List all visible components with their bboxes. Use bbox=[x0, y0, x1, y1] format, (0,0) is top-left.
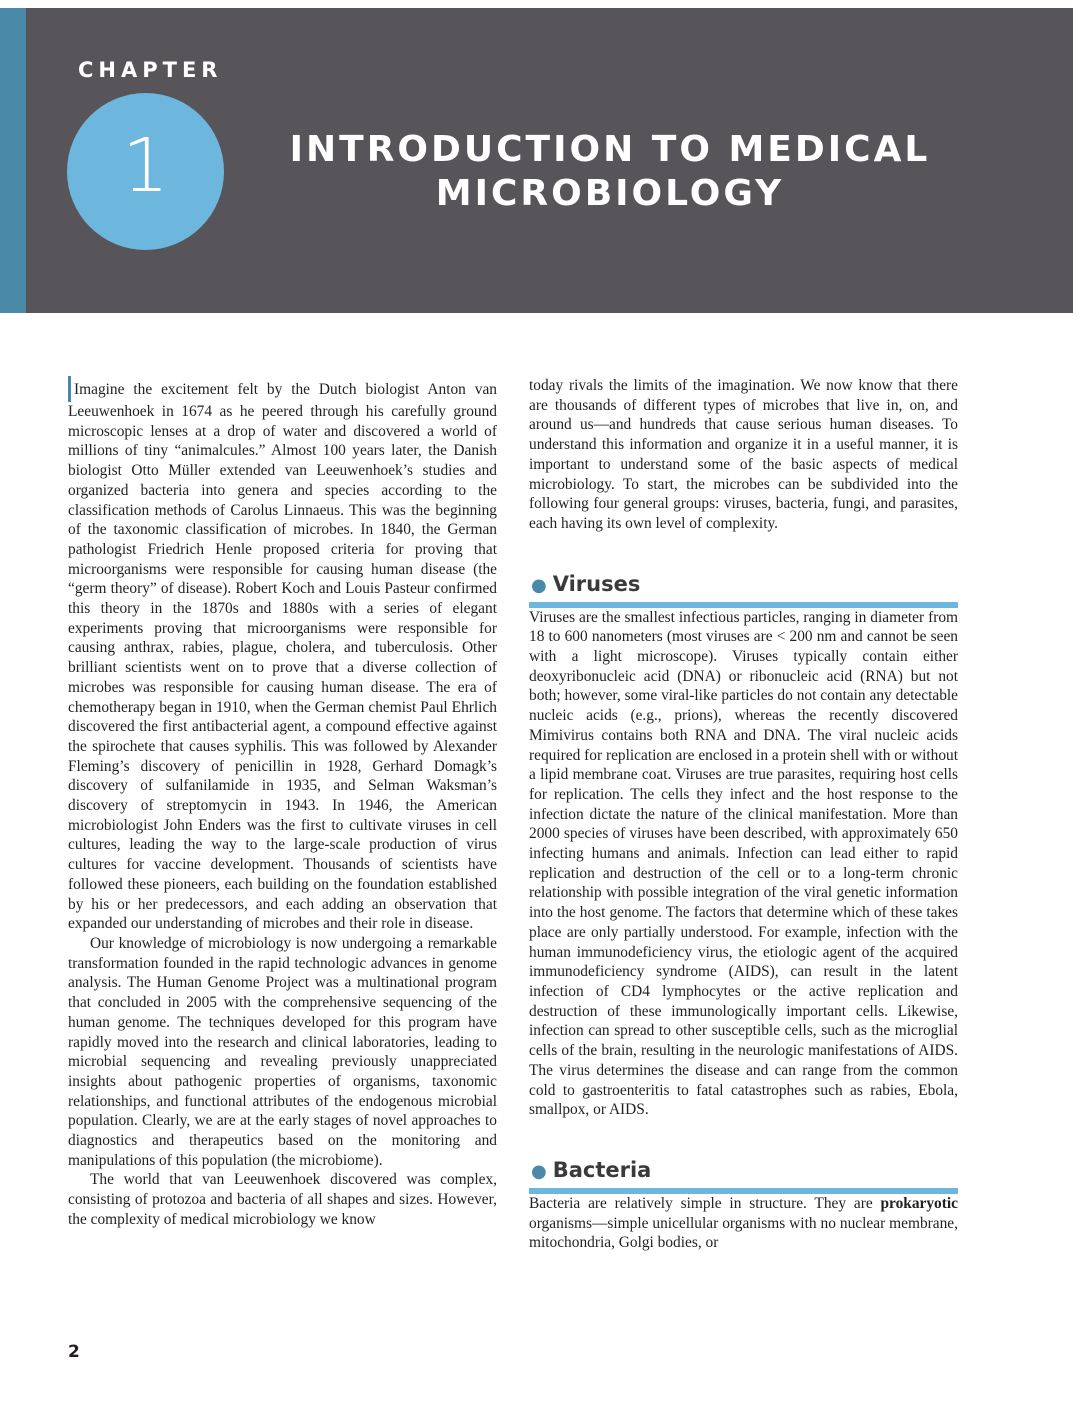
genome-paragraph: Our knowledge of microbiology is now undergoing a remarkable transformation founded in the rapid technologic advances in genome analysis. The Human Genome Project was a multinational program that concluded in 2005 with the comprehensive sequencing of the human genome. The techniques developed for this program have rapidly moved into the research and clinical laboratories, leading to microbial sequencing and revealing previously unappreciated insights about pathogenic properties of organisms, taxonomic relationships, and functional attributes of the endogenous microbial population. Clearly, we are at the early stages of novel approaches to diagnostics and therapeutics based on the monitoring and manipulations of this population (the microbiome). bbox=[68, 934, 497, 1169]
chapter-number: 1 bbox=[121, 123, 170, 209]
bacteria-paragraph bbox=[529, 1194, 958, 1253]
bacteria-text-start: Bacteria are relatively simple in structure. They are bbox=[529, 1194, 881, 1212]
chapter-title-line-1: INTRODUCTION TO MEDICAL bbox=[289, 129, 931, 170]
viruses-paragraph: Viruses are the smallest infectious particles, ranging in diameter from 18 to 600 nanometers (most viruses are < 200 nm and cannot be seen with a light microscope). Viruses typically contain either deoxyribonucleic acid (DNA) or ribonucleic acid (RNA) but not both; however, some viral-like particles do not contain any detectable nucleic acids (e.g., prions), whereas the recently discovered Mimivirus contains both RNA and DNA. The viral nucleic acids required for replication are enclosed in a protein shell with or without a lipid membrane coat. Viruses are true parasites, requiring host cells for replication. The cells they infect and the host response to the infection dictate the nature of the clinical manifestation. More than 2000 species of viruses have been described, with approximately 650 infecting humans and animals. Infection can lead either to rapid replication and destruction of the cell or to a long-term chronic relationship with possible integration of the viral genetic information into the host genome. The factors that determine which of these takes place are only partially understood. For example, infection with the human immunodeficiency virus, the etiologic agent of the acquired immunodeficiency syndrome (AIDS), can result in the latent infection of CD4 lymphocytes or the active replication and destruction of these immunologically important cells. Likewise, infection can spread to other susceptible cells, such as the microglial cells of the brain, resulting in the neurologic manifestations of AIDS. The virus determines the disease and can range from the common cold to gastroenteritis to fatal catastrophes such as rabies, Ebola, smallpox, or AIDS. bbox=[529, 608, 958, 1119]
chapter-title bbox=[260, 128, 960, 216]
bacteria-heading-text: Bacteria bbox=[552, 1157, 652, 1182]
bacteria-bold-term: prokaryotic bbox=[880, 1194, 958, 1212]
viruses-heading bbox=[529, 570, 958, 608]
chapter-title-line-2: MICROBIOLOGY bbox=[435, 173, 785, 214]
bacteria-text-end: organisms—simple unicellular organisms with no nuclear membrane, mitochondria, Golgi bodies, or bbox=[529, 1214, 958, 1252]
header-accent-stripe bbox=[0, 8, 26, 313]
complexity-paragraph: The world that van Leeuwenhoek discovered was complex, consisting of protozoa and bacteria of all shapes and sizes. However, the complexity of medical microbiology we know bbox=[68, 1171, 497, 1228]
microbe-groups-paragraph: today rivals the limits of the imagination. We now know that there are thousands of different types of microbes that live in, on, and around us—and hundreds that cause serious human diseases. To understand this information and organize it in a useful manner, it is important to understand some of the basic aspects of medical microbiology. To start, the microbes can be subdivided into the following four general groups: viruses, bacteria, fungi, and parasites, each having its own level of complexity. bbox=[529, 377, 958, 532]
bullet-icon: ● bbox=[531, 574, 547, 596]
chapter-number-circle bbox=[67, 93, 224, 250]
chapter-label: CHAPTER bbox=[78, 58, 223, 82]
bacteria-heading bbox=[529, 1156, 958, 1194]
intro-paragraph bbox=[68, 376, 497, 934]
right-column bbox=[529, 376, 958, 1253]
drop-initial: I bbox=[68, 381, 79, 398]
left-column bbox=[68, 376, 497, 1230]
intro-paragraph-text: magine the excitement felt by the Dutch biologist Anton van Leeuwenhoek in 1674 as he peered through his carefully ground microscopic lenses at a drop of water and discovered a world of millions of tiny “animalcules.” Almost 100 years later, the Danish biologist Otto Müller extended van Leeuwenhoek’s studies and organized bacteria into genera and species according to the classification methods of Carolus Linnaeus. This was the beginning of the taxonomic classification of microbes. In 1840, the German pathologist Friedrich Henle proposed criteria for proving that microorganisms were responsible for causing human disease (the “germ theory” of disease). Robert Koch and Louis Pasteur confirmed this theory in the 1870s and 1880s with a series of elegant experiments proving that microorganisms were responsible for causing anthrax, rabies, plague, cholera, and tuberculosis. Other brilliant scientists went on to prove that a diverse collection of microbes was responsible for causing human disease. The era of chemotherapy began in 1910, when the German chemist Paul Ehrlich discovered the first antibacterial agent, a compound effective against the spirochete that causes syphilis. This was followed by Alexander Fleming’s discovery of penicillin in 1928, Gerhard Domagk’s discovery of sulfanilamide in 1935, and Selman Waksman’s discovery of streptomycin in 1943. In 1946, the American microbiologist John Enders was the first to cultivate viruses in cell cultures, leading the way to the large-scale production of virus cultures for vaccine development. Thousands of scientists have followed these pioneers, each building on the foundation established by his or her predecessors, and each adding an observation that expanded our understanding of microbes and their role in disease. bbox=[68, 381, 497, 933]
page-number: 2 bbox=[68, 1342, 80, 1362]
bullet-icon: ● bbox=[531, 1160, 547, 1182]
viruses-heading-text: Viruses bbox=[552, 571, 641, 596]
